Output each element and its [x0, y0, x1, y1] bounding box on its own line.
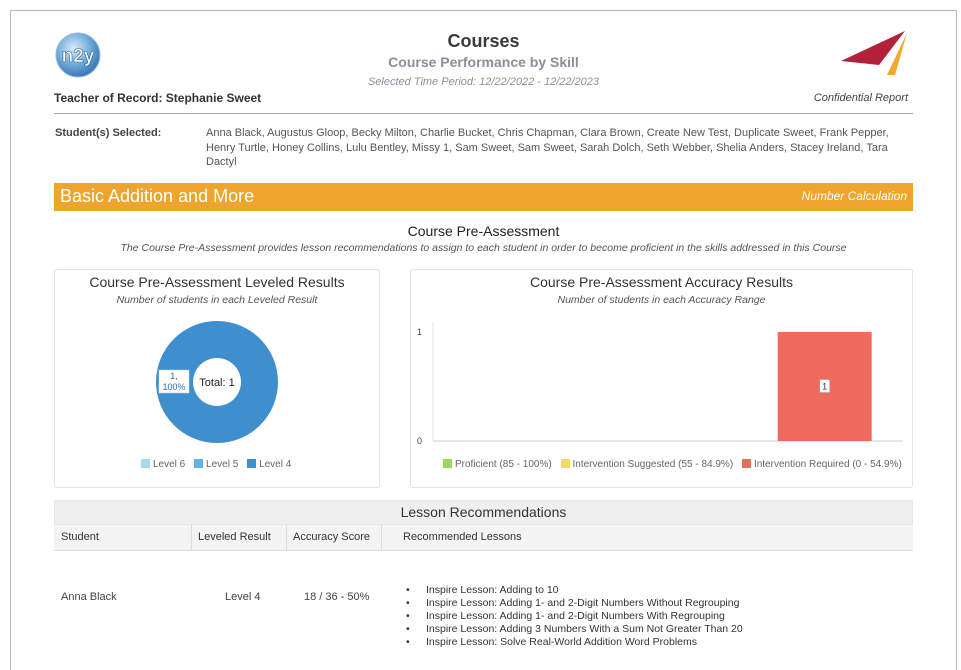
course-banner	[54, 183, 913, 211]
legend-label: Intervention Required (0 - 54.9%)	[753, 459, 902, 470]
page-title: Courses	[447, 31, 520, 51]
legend-level-5[interactable]	[194, 459, 238, 470]
n2y-logo-text: n2y	[61, 46, 95, 67]
leveled-chart-title: Course Pre-Assessment Leveled Results	[89, 274, 345, 290]
time-period: Selected Time Period: 12/22/2022 - 12/22/2023	[367, 76, 600, 88]
legend-intervention-suggested[interactable]	[561, 459, 734, 470]
legend-swatch	[742, 459, 751, 468]
pre-assessment-title: Course Pre-Assessment	[407, 223, 560, 239]
slice-label-count: 1,	[170, 371, 178, 381]
teacher-of-record: Teacher of Record: Stephanie Sweet	[54, 91, 262, 105]
legend-intervention-required[interactable]	[742, 459, 902, 470]
table-header-row	[54, 525, 913, 551]
accuracy-chart-title: Course Pre-Assessment Accuracy Results	[530, 274, 793, 290]
legend-label: Level 5	[206, 459, 239, 470]
leveled-results-card	[54, 269, 380, 488]
confidential-label: Confidential Report	[813, 92, 908, 104]
donut-center-label: Total: 1	[199, 377, 235, 389]
legend-swatch	[443, 459, 452, 468]
lesson-item: • Inspire Lesson: Adding 3 Numbers With a Sum Not Greater Than 20	[426, 623, 743, 636]
lesson-item: • Inspire Lesson: Solve Real-World Addition Word Problems	[426, 636, 743, 649]
accuracy-results-card	[410, 269, 913, 488]
row-leveled-result: Level 4	[225, 591, 261, 603]
report-page	[10, 10, 957, 670]
col-leveled-result: Leveled Result	[198, 531, 271, 543]
legend-proficient[interactable]	[443, 459, 552, 470]
legend-swatch	[194, 459, 203, 468]
col-divider	[381, 525, 382, 551]
row-lessons-list	[426, 584, 743, 649]
table-row	[54, 551, 913, 651]
y-tick-label: 1	[416, 327, 422, 337]
accuracy-chart-subtitle: Number of students in each Accuracy Range	[557, 294, 766, 306]
accuracy-bar-chart	[411, 320, 914, 450]
legend-level-4[interactable]	[247, 459, 291, 470]
col-recommended-lessons: Recommended Lessons	[403, 531, 522, 543]
row-accuracy-score: 18 / 36 - 50%	[304, 591, 370, 603]
leveled-donut-chart	[155, 320, 279, 444]
legend-swatch	[561, 459, 570, 468]
leveled-legend	[141, 459, 297, 470]
accuracy-legend	[443, 459, 908, 470]
students-list: Anna Black, Augustus Gloop, Becky Milton, Charlie Bucket, Chris Chapman, Clara Brown, Create New Test, Duplicate Sweet, Frank Pepper, Henry Turtle, Honey Collins, Lulu Bentley, Missy 1, Sam Sweet, Sam Sweet, Sarah Dolch, Seth Webber, Shelia Anders, Stacey Ireland, Tara Dactyl	[206, 127, 889, 168]
col-student: Student	[61, 531, 99, 543]
legend-label: Level 6	[153, 459, 186, 470]
lessons-title: Lesson Recommendations	[54, 500, 913, 525]
legend-swatch	[141, 459, 150, 468]
students-label: Student(s) Selected:	[55, 127, 162, 139]
legend-label: Proficient (85 - 100%)	[455, 459, 552, 470]
leveled-chart-subtitle: Number of students in each Leveled Result	[116, 294, 318, 306]
course-name: Basic Addition and More	[60, 186, 255, 206]
col-divider	[286, 525, 287, 551]
bar-data-label: 1	[822, 381, 828, 392]
legend-label: Intervention Suggested (55 - 84.9%)	[572, 459, 734, 470]
legend-label: Level 4	[259, 459, 292, 470]
legend-swatch	[247, 459, 256, 468]
course-category: Number Calculation	[801, 189, 907, 203]
row-student: Anna Black	[61, 591, 117, 603]
header-divider	[54, 113, 913, 114]
pre-assessment-description: The Course Pre-Assessment provides lesson recommendations to assign to each student in order to become proficient in the skills addressed in this Course	[120, 242, 847, 254]
lesson-item: • Inspire Lesson: Adding 1- and 2-Digit Numbers With Regrouping	[426, 610, 743, 623]
lesson-item: • Inspire Lesson: Adding to 10	[426, 584, 743, 597]
brand-mark-icon	[839, 31, 911, 79]
slice-label-percent: 100%	[162, 382, 186, 392]
legend-level-6[interactable]	[141, 459, 185, 470]
page-subtitle: Course Performance by Skill	[388, 54, 579, 70]
lesson-item: • Inspire Lesson: Adding 1- and 2-Digit Numbers Without Regrouping	[426, 597, 743, 610]
col-accuracy-score: Accuracy Score	[293, 531, 371, 543]
lesson-recommendations-table	[54, 500, 913, 651]
y-tick-label: 0	[416, 436, 422, 446]
col-divider	[191, 525, 192, 551]
